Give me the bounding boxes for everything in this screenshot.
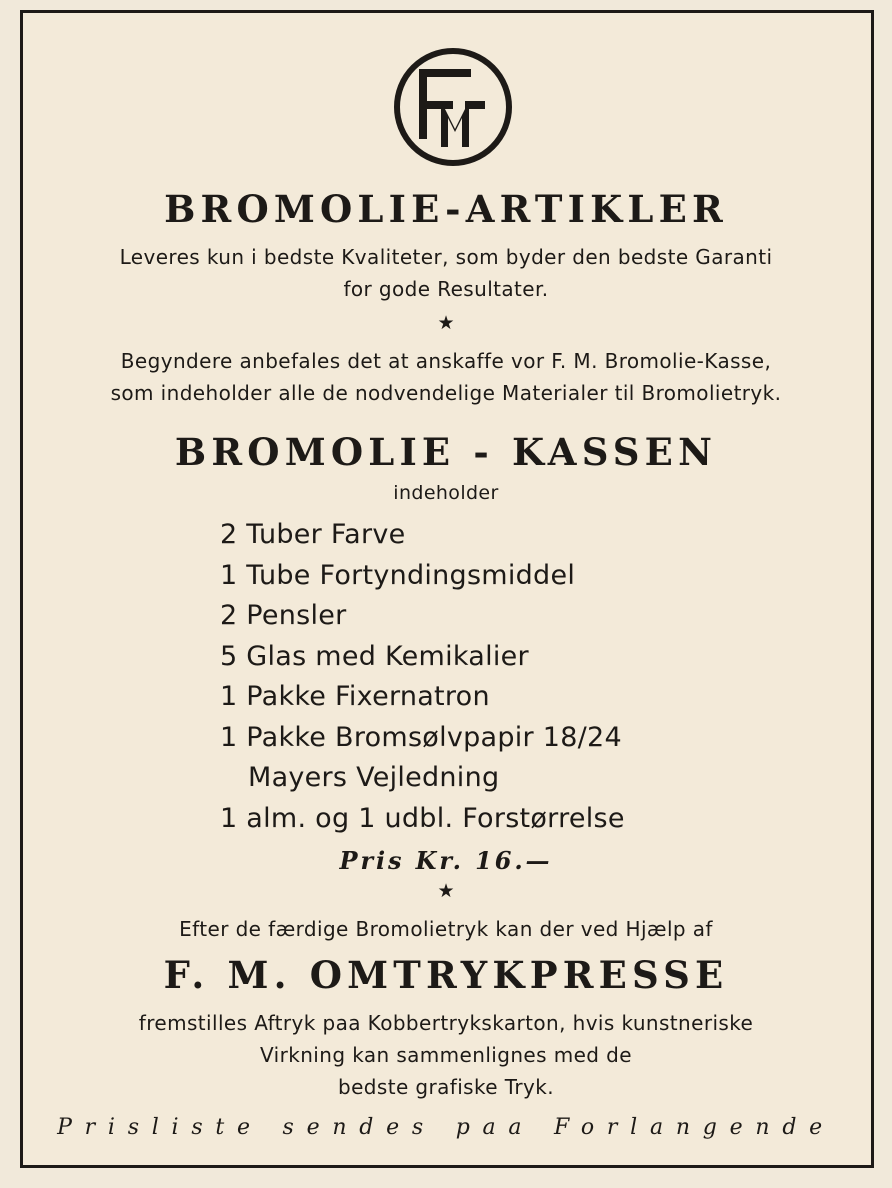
list-item: 1 Pakke Bromsølvpapir 18/24 bbox=[220, 721, 622, 753]
list-item: 1 Tube Fortyndingsmiddel bbox=[220, 559, 576, 591]
price-label: Pris Kr. 16.— bbox=[339, 846, 553, 875]
star-separator-2: ★ bbox=[437, 880, 455, 902]
heading-bromolie-artikler: BROMOLIE-ARTIKLER bbox=[164, 187, 728, 231]
contents-list bbox=[220, 515, 760, 839]
list-item: 2 Tuber Farve bbox=[220, 519, 406, 550]
intro-line-2: for gode Resultater. bbox=[343, 277, 549, 301]
price-list-footer: Prisliste sendes paa Forlangende bbox=[57, 1115, 835, 1140]
heading-bromolie-kassen: BROMOLIE - KASSEN bbox=[174, 430, 718, 474]
list-item: Mayers Vejledning bbox=[248, 762, 500, 793]
after-print-line: Efter de færdige Bromolietryk kan der ved Hjælp af bbox=[179, 917, 713, 941]
recommendation-line-1: Begyndere anbefales det at anskaffe vor F. M. Bromolie-Kasse, bbox=[120, 349, 772, 373]
fm-monogram-logo bbox=[391, 45, 515, 169]
final-line-1: fremstilles Aftryk paa Kobbertrykskarton, hvis kunstneriske bbox=[138, 1011, 754, 1035]
list-item: 1 alm. og 1 udbl. Forstørrelse bbox=[220, 802, 625, 834]
list-item: 2 Pensler bbox=[220, 600, 347, 631]
list-item: 1 Pakke Fixernatron bbox=[220, 681, 490, 712]
heading-fm-omtrykpresse: F. M. OMTRYKPRESSE bbox=[163, 953, 729, 997]
contains-label: indeholder bbox=[393, 482, 499, 504]
final-line-2: Virkning kan sammenlignes med de bbox=[260, 1043, 632, 1067]
recommendation-line-2: som indeholder alle de nodvendelige Materialer til Bromolietryk. bbox=[110, 381, 782, 405]
intro-line-1: Leveres kun i bedste Kvaliteter, som byder den bedste Garanti bbox=[119, 245, 773, 269]
final-line-3: bedste grafiske Tryk. bbox=[337, 1075, 555, 1099]
list-item: 5 Glas med Kemikalier bbox=[220, 640, 529, 672]
star-separator-1: ★ bbox=[437, 312, 455, 334]
